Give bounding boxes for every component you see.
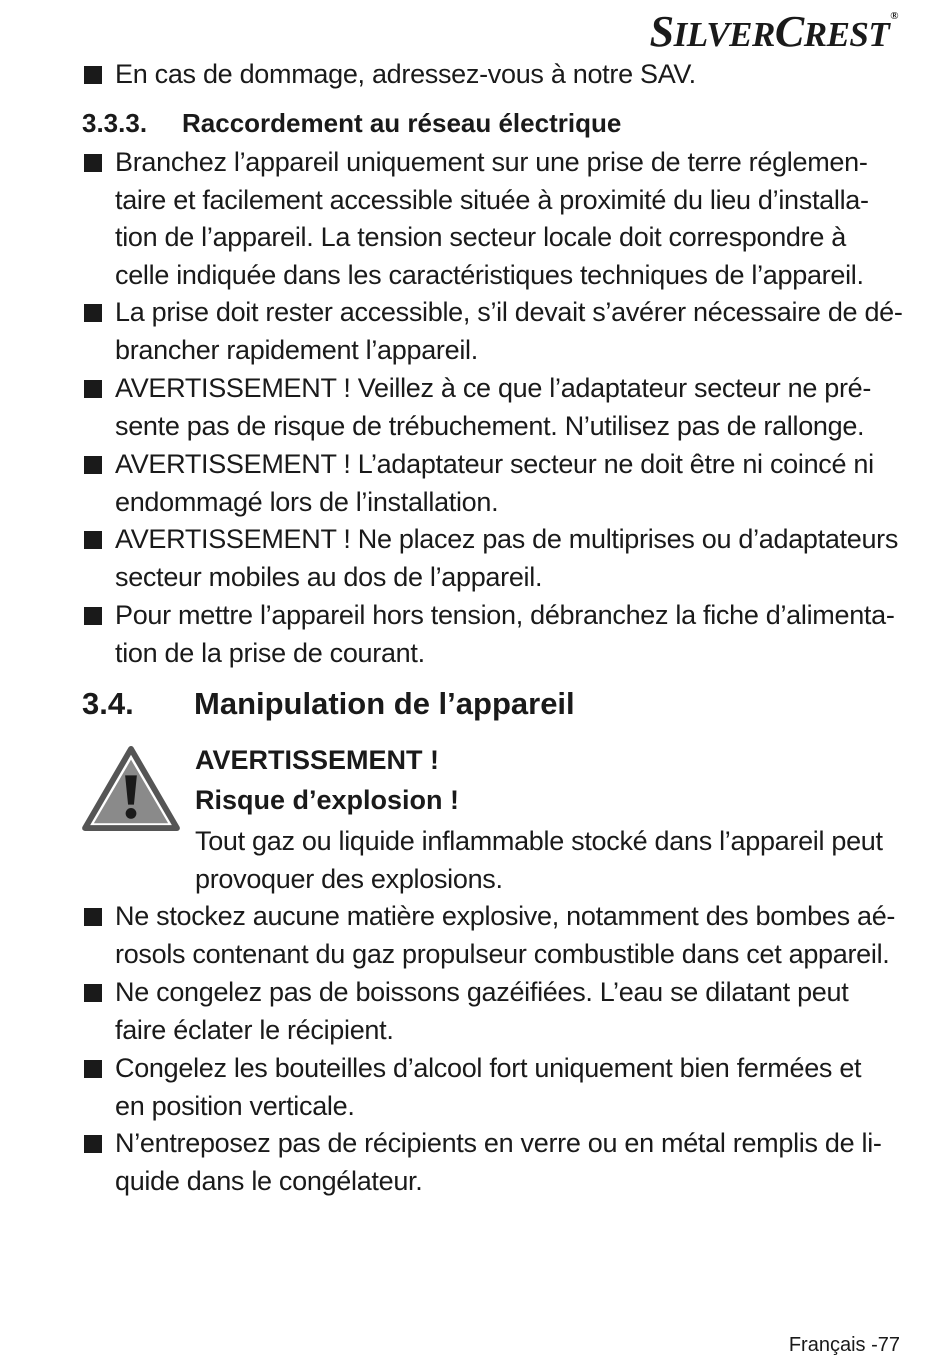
bullet-square-icon — [84, 66, 102, 84]
list-item-line: secteur mobiles au dos de l’appareil. — [115, 561, 543, 592]
section-heading-34 — [82, 686, 575, 722]
list-item-line: AVERTISSEMENT ! Ne placez pas de multiprises ou d’adaptateurs — [115, 524, 899, 554]
list-item — [115, 56, 915, 94]
list-item-line: La prise doit rester accessible, s’il devait s’avérer nécessaire de dé- — [115, 297, 903, 327]
registered-mark: ® — [890, 10, 898, 22]
section-title: Raccordement au réseau électrique — [182, 108, 622, 138]
bullet-square-icon — [84, 1060, 102, 1078]
warning-text-line: Tout gaz ou liquide inflammable stocké dans l’appareil peut — [195, 826, 883, 856]
list-item — [115, 144, 915, 294]
list-item-line: tion de l’appareil. La tension secteur locale doit correspondre à — [115, 222, 846, 252]
bullet-square-icon — [84, 607, 102, 625]
list-item — [115, 898, 915, 973]
bullet-square-icon — [84, 380, 102, 398]
brand-logo-c: C — [774, 7, 804, 56]
bullet-square-icon — [84, 1135, 102, 1153]
list-item — [115, 597, 915, 672]
warning-text-line: provoquer des explosions. — [195, 863, 503, 894]
list-item-line: Ne stockez aucune matière explosive, notamment des bombes aé- — [115, 901, 896, 931]
list-item-line: N’entreposez pas de récipients en verre ou en métal remplis de li- — [115, 1128, 882, 1158]
list-item-line: En cas de dommage, adressez-vous à notre SAV. — [115, 59, 696, 89]
warning-title: AVERTISSEMENT ! — [195, 745, 440, 775]
list-item-line: Ne congelez pas de boissons gazéifiées. L’eau se dilatant peut — [115, 977, 849, 1007]
list-item — [115, 446, 915, 521]
bullet-square-icon — [84, 984, 102, 1002]
list-item — [115, 521, 915, 596]
list-item-line: celle indiquée dans les caractéristiques techniques de l’appareil. — [115, 259, 864, 290]
page-number: Français -77 — [788, 1334, 900, 1356]
warning-triangle-icon — [82, 746, 180, 832]
list-item-line: endommagé lors de l’installation. — [115, 486, 499, 517]
warning-text — [195, 823, 883, 898]
list-item-line: rosols contenant du gaz propulseur combustible dans cet appareil. — [115, 938, 890, 969]
brand-logo — [650, 6, 898, 57]
list-item-line: quide dans le congélateur. — [115, 1165, 423, 1196]
brand-logo-rest: REST — [803, 15, 890, 54]
list-item-line: sente pas de risque de trébuchement. N’utilisez pas de rallonge. — [115, 410, 865, 441]
list-item-line: Pour mettre l’appareil hors tension, débranchez la fiche d’alimenta- — [115, 600, 895, 630]
section-heading-333 — [82, 108, 621, 139]
list-item — [115, 974, 915, 1049]
list-item-line: Branchez l’appareil uniquement sur une prise de terre réglemen- — [115, 147, 868, 177]
list-item-line: AVERTISSEMENT ! Veillez à ce que l’adaptateur secteur ne pré- — [115, 373, 872, 403]
list-item-line: brancher rapidement l’appareil. — [115, 334, 478, 365]
list-item-line: tion de la prise de courant. — [115, 637, 425, 668]
section-number: 3.3.3. — [82, 108, 148, 138]
bullet-square-icon — [84, 304, 102, 322]
list-item-line: faire éclater le récipient. — [115, 1014, 394, 1045]
brand-logo-ilver: ILVER — [673, 15, 775, 54]
list-item — [115, 1125, 915, 1200]
list-item-line: AVERTISSEMENT ! L’adaptateur secteur ne doit être ni coincé ni — [115, 449, 874, 479]
warning-subtitle: Risque d’explosion ! — [195, 785, 460, 815]
bullet-square-icon — [84, 908, 102, 926]
list-item-line: en position verticale. — [115, 1090, 355, 1121]
bullet-square-icon — [84, 154, 102, 172]
bullet-square-icon — [84, 456, 102, 474]
list-item — [115, 294, 915, 369]
brand-logo-s: S — [649, 7, 674, 56]
list-item — [115, 370, 915, 445]
section-number: 3.4. — [82, 686, 134, 721]
bullet-square-icon — [84, 531, 102, 549]
list-item — [115, 1050, 915, 1125]
section-title: Manipulation de l’appareil — [194, 686, 575, 721]
list-item-line: Congelez les bouteilles d’alcool fort uniquement bien fermées et — [115, 1053, 862, 1083]
list-item-line: taire et facilement accessible située à proximité du lieu d’installa- — [115, 184, 869, 215]
